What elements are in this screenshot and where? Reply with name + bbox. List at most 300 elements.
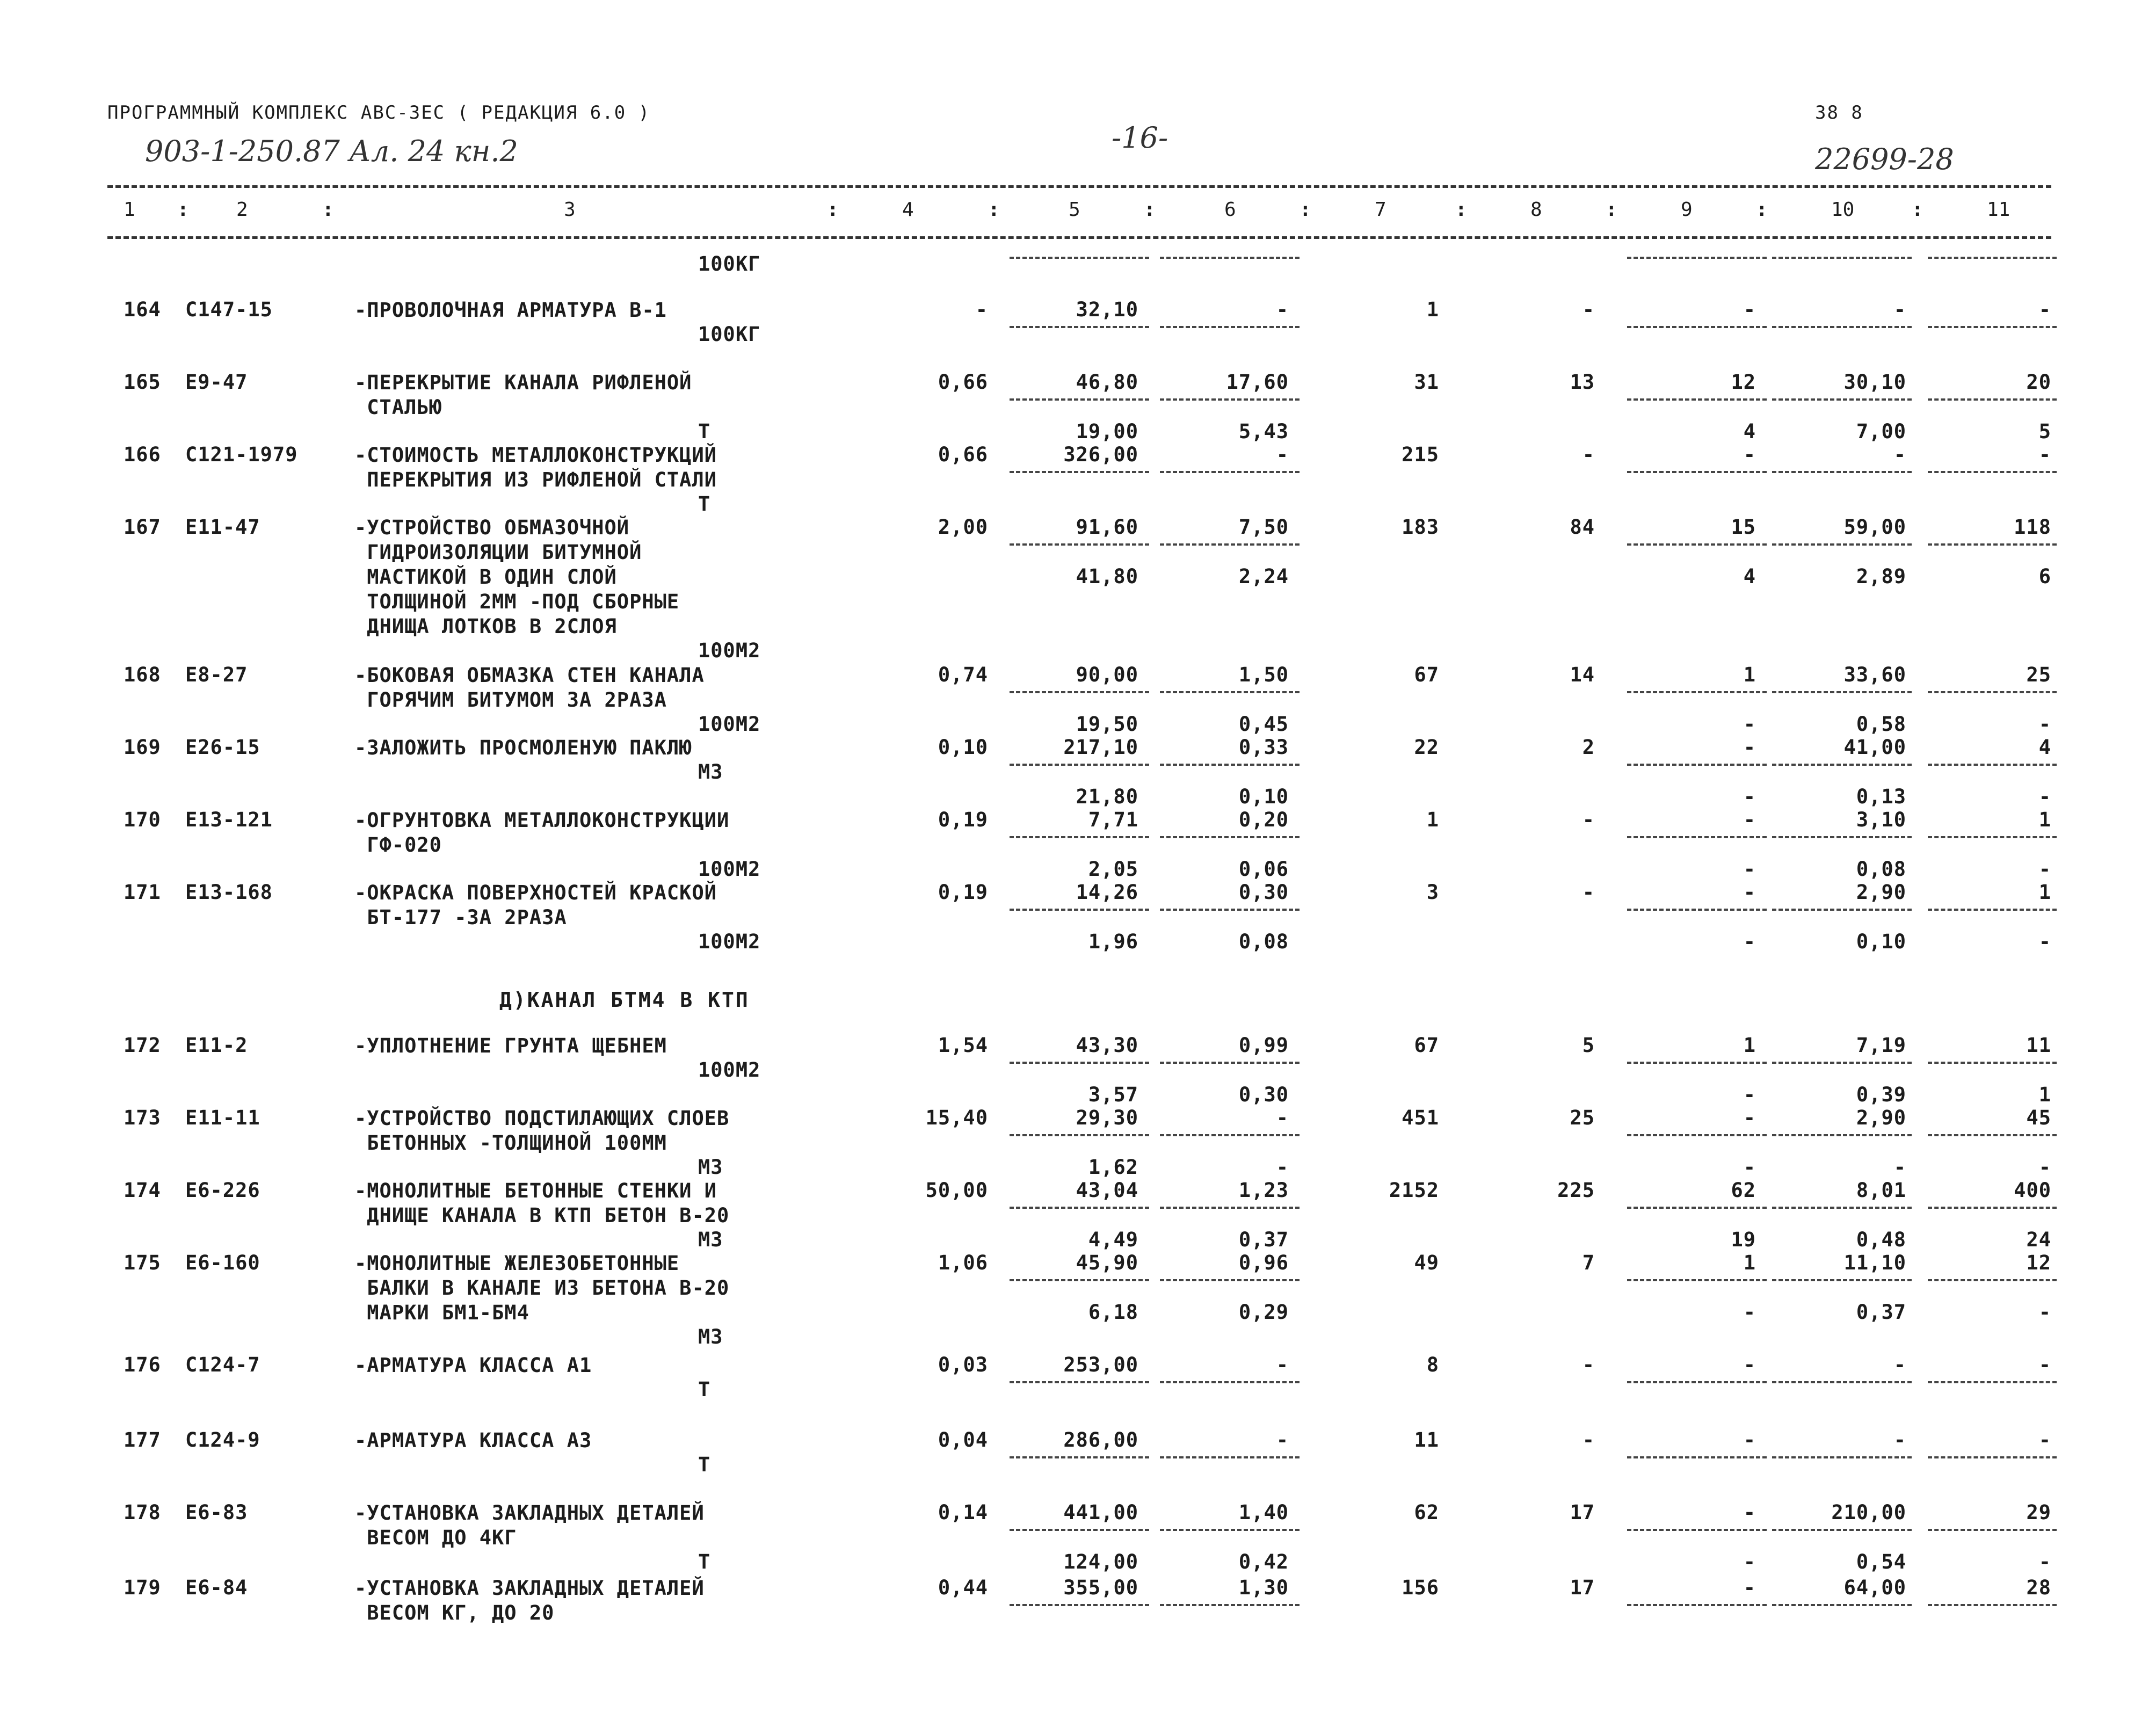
cell-divider <box>1160 257 1300 259</box>
cell-num: 177 <box>124 1428 161 1451</box>
cell-unit: 100КГ <box>698 252 761 275</box>
cell-c10: 30,10 <box>1843 371 1906 394</box>
cell-divider <box>1160 398 1300 401</box>
cell-c5b: 2,05 <box>1088 858 1138 881</box>
cell-divider <box>1627 398 1767 401</box>
cell-divider <box>1160 1279 1300 1281</box>
cell-c9b: - <box>1743 930 1756 953</box>
cell-c10b: 0,10 <box>1856 930 1906 953</box>
cell-divider <box>1627 1207 1767 1209</box>
cell-divider <box>1772 257 1912 259</box>
cell-unit: 100КГ <box>698 323 761 346</box>
column-separator: : <box>1756 199 1768 221</box>
cell-c11: 12 <box>2026 1251 2051 1274</box>
cell-divider <box>1928 691 2057 693</box>
cell-num: 171 <box>124 881 161 904</box>
cell-unit: Т <box>698 1378 711 1401</box>
cell-c6b: - <box>1276 1156 1289 1179</box>
cell-desc: -УСТАНОВКА ЗАКЛАДНЫХ ДЕТАЛЕЙ ВЕСОМ ДО 4КГ <box>354 1501 705 1549</box>
cell-c4: - <box>975 298 988 321</box>
cell-c7: 49 <box>1414 1251 1439 1274</box>
cell-c5: 45,90 <box>1076 1251 1138 1274</box>
cell-code: Е6-226 <box>185 1179 260 1202</box>
cell-c9b: - <box>1743 1301 1756 1324</box>
cell-code: Е11-11 <box>185 1106 260 1129</box>
cell-divider <box>1928 1062 2057 1064</box>
cell-c6b: 0,30 <box>1238 1083 1289 1106</box>
cell-divider <box>1627 1134 1767 1136</box>
cell-c5: 286,00 <box>1063 1428 1138 1451</box>
cell-c7: 156 <box>1402 1576 1439 1599</box>
cell-c7: 62 <box>1414 1501 1439 1524</box>
cell-c11: 4 <box>2038 736 2051 759</box>
column-header-5: 5 <box>1069 199 1080 221</box>
cell-c5b: 124,00 <box>1063 1550 1138 1573</box>
cell-c11: 29 <box>2026 1501 2051 1524</box>
cell-c4: 0,74 <box>938 663 988 686</box>
cell-c10: 33,60 <box>1843 663 1906 686</box>
section-title: Д)КАНАЛ БТМ4 В КТП <box>499 988 750 1012</box>
cell-c10b: 0,13 <box>1856 785 1906 808</box>
cell-c5b: 21,80 <box>1076 785 1138 808</box>
cell-c7: 67 <box>1414 1034 1439 1057</box>
cell-divider <box>1627 1456 1767 1458</box>
cell-c9b: - <box>1743 858 1756 881</box>
cell-code: Е11-2 <box>185 1034 248 1057</box>
cell-divider <box>1928 1279 2057 1281</box>
cell-desc: -АРМАТУРА КЛАССА А3 <box>354 1429 592 1452</box>
cell-c7: 11 <box>1414 1428 1439 1451</box>
cell-c9b: - <box>1743 713 1756 736</box>
cell-c8: 225 <box>1557 1179 1595 1202</box>
cell-divider <box>1010 1604 1149 1606</box>
cell-unit: 100М2 <box>698 713 761 736</box>
cell-divider <box>1010 1207 1149 1209</box>
cell-code: Е8-27 <box>185 663 248 686</box>
cell-unit: 100М2 <box>698 1058 761 1081</box>
cell-divider <box>1010 257 1149 259</box>
cell-c8: 25 <box>1570 1106 1595 1129</box>
cell-c10b: 0,39 <box>1856 1083 1906 1106</box>
cell-c8: 14 <box>1570 663 1595 686</box>
cell-c10: 64,00 <box>1843 1576 1906 1599</box>
cell-c11b: - <box>2038 1301 2051 1324</box>
cell-divider <box>1772 471 1912 473</box>
cell-code: Е9-47 <box>185 371 248 394</box>
cell-desc: -УПЛОТНЕНИЕ ГРУНТА ЩЕБНЕМ <box>354 1034 667 1057</box>
cell-c6b: 0,10 <box>1238 785 1289 808</box>
cell-divider <box>1627 543 1767 546</box>
cell-num: 167 <box>124 516 161 539</box>
cell-desc: -ПРОВОЛОЧНАЯ АРМАТУРА В-1 <box>354 299 667 322</box>
cell-c6: 7,50 <box>1238 516 1289 539</box>
cell-c6b: 0,08 <box>1238 930 1289 953</box>
cell-c7: 31 <box>1414 371 1439 394</box>
cell-c11b: - <box>2038 785 2051 808</box>
cell-c7: 215 <box>1402 443 1439 466</box>
cell-desc: -МОНОЛИТНЫЕ БЕТОННЫЕ СТЕНКИ И ДНИЩЕ КАНАЛА В КТП БЕТОН В-20 <box>354 1179 730 1227</box>
column-header-2: 2 <box>236 199 248 221</box>
cell-c10: - <box>1893 1428 1906 1451</box>
cell-c6b: 0,42 <box>1238 1550 1289 1573</box>
cell-c5b: 1,62 <box>1088 1156 1138 1179</box>
cell-divider <box>1772 398 1912 401</box>
cell-c7: 67 <box>1414 663 1439 686</box>
cell-c6: - <box>1276 1106 1289 1129</box>
column-header-1: 1 <box>124 199 135 221</box>
cell-divider <box>1627 691 1767 693</box>
cell-num: 169 <box>124 736 161 759</box>
cell-c5: 253,00 <box>1063 1353 1138 1376</box>
cell-c9: - <box>1743 808 1756 831</box>
cell-c10: - <box>1893 298 1906 321</box>
cell-divider <box>1160 836 1300 838</box>
cell-c4: 0,66 <box>938 371 988 394</box>
cell-c9: - <box>1743 1428 1756 1451</box>
cell-divider <box>1928 398 2057 401</box>
cell-c8: - <box>1582 808 1595 831</box>
cell-c10b: 0,54 <box>1856 1550 1906 1573</box>
cell-desc: -ОКРАСКА ПОВЕРХНОСТЕЙ КРАСКОЙ БТ-177 -ЗА 2РАЗА <box>354 881 717 929</box>
cell-desc: -АРМАТУРА КЛАССА А1 <box>354 1354 592 1377</box>
cell-divider <box>1010 398 1149 401</box>
cell-c5: 32,10 <box>1076 298 1138 321</box>
column-separator: : <box>1300 199 1311 221</box>
cell-divider <box>1160 1134 1300 1136</box>
cell-c4: 50,00 <box>925 1179 988 1202</box>
cell-unit: 100М2 <box>698 858 761 881</box>
cell-c5: 91,60 <box>1076 516 1138 539</box>
cell-c6b: 0,29 <box>1238 1301 1289 1324</box>
header-rule <box>107 236 2051 239</box>
cell-unit: Т <box>698 1550 711 1573</box>
cell-c6: 0,30 <box>1238 881 1289 904</box>
cell-c6: - <box>1276 298 1289 321</box>
cell-c10: 41,00 <box>1843 736 1906 759</box>
cell-c9: - <box>1743 1353 1756 1376</box>
column-separator: : <box>1455 199 1467 221</box>
cell-divider <box>1010 1381 1149 1383</box>
cell-divider <box>1160 543 1300 546</box>
cell-code: Е13-168 <box>185 881 273 904</box>
cell-divider <box>1772 1134 1912 1136</box>
cell-c9b: - <box>1743 1083 1756 1106</box>
cell-c10: 8,01 <box>1856 1179 1906 1202</box>
cell-c9b: 4 <box>1743 565 1756 588</box>
cell-c6b: 5,43 <box>1238 420 1289 443</box>
cell-unit: М3 <box>698 1228 723 1251</box>
cell-c8: 17 <box>1570 1576 1595 1599</box>
cell-desc: -УСТРОЙСТВО ПОДСТИЛАЮЩИХ СЛОЕВ БЕТОННЫХ -ТОЛЩИНОЙ 100ММ <box>354 1107 730 1155</box>
cell-c9: - <box>1743 298 1756 321</box>
cell-code: С121-1979 <box>185 443 298 466</box>
cell-c4: 0,19 <box>938 881 988 904</box>
cell-divider <box>1160 1381 1300 1383</box>
cell-divider <box>1160 471 1300 473</box>
cell-c5: 29,30 <box>1076 1106 1138 1129</box>
top-rule <box>107 185 2051 188</box>
cell-divider <box>1627 836 1767 838</box>
cell-divider <box>1928 836 2057 838</box>
cell-c5b: 6,18 <box>1088 1301 1138 1324</box>
cell-code: Е26-15 <box>185 736 260 759</box>
cell-desc: -ЗАЛОЖИТЬ ПРОСМОЛЕНУЮ ПАКЛЮ <box>354 736 692 759</box>
cell-c10b: - <box>1893 1156 1906 1179</box>
cell-divider <box>1928 1456 2057 1458</box>
cell-c6: 17,60 <box>1226 371 1289 394</box>
cell-c9b: - <box>1743 1550 1756 1573</box>
cell-c11b: - <box>2038 1156 2051 1179</box>
cell-c9: 12 <box>1731 371 1756 394</box>
cell-num: 173 <box>124 1106 161 1129</box>
cell-divider <box>1627 909 1767 911</box>
cell-c9: - <box>1743 443 1756 466</box>
cell-c11b: - <box>2038 1550 2051 1573</box>
cell-c8: 17 <box>1570 1501 1595 1524</box>
cell-c10: 3,10 <box>1856 808 1906 831</box>
cell-c5b: 3,57 <box>1088 1083 1138 1106</box>
cell-divider <box>1160 909 1300 911</box>
cell-unit: М3 <box>698 1156 723 1179</box>
cell-desc: -БОКОВАЯ ОБМАЗКА СТЕН КАНАЛА ГОРЯЧИМ БИТУМОМ ЗА 2РАЗА <box>354 664 705 712</box>
cell-unit: Т <box>698 420 711 443</box>
cell-divider <box>1772 836 1912 838</box>
cell-divider <box>1928 1604 2057 1606</box>
cell-c9: - <box>1743 881 1756 904</box>
cell-c10: 2,90 <box>1856 881 1906 904</box>
column-header-11: 11 <box>1987 199 2010 221</box>
cell-c11b: - <box>2038 713 2051 736</box>
cell-c10: 11,10 <box>1843 1251 1906 1274</box>
cell-divider <box>1928 326 2057 328</box>
cell-code: Е11-47 <box>185 516 260 539</box>
cell-c4: 2,00 <box>938 516 988 539</box>
cell-divider <box>1772 1529 1912 1531</box>
cell-c11b: 24 <box>2026 1228 2051 1251</box>
cell-divider <box>1772 691 1912 693</box>
cell-num: 176 <box>124 1353 161 1376</box>
cell-code: С147-15 <box>185 298 273 321</box>
cell-c4: 0,44 <box>938 1576 988 1599</box>
cell-c7: 2152 <box>1389 1179 1439 1202</box>
cell-divider <box>1010 691 1149 693</box>
cell-c9: - <box>1743 736 1756 759</box>
cell-divider <box>1928 543 2057 546</box>
cell-unit: М3 <box>698 1325 723 1348</box>
cell-c5b: 19,50 <box>1076 713 1138 736</box>
cell-c8: - <box>1582 881 1595 904</box>
cell-c5b: 41,80 <box>1076 565 1138 588</box>
cell-c6: 1,50 <box>1238 663 1289 686</box>
cell-unit: М3 <box>698 760 723 783</box>
cell-c11: 45 <box>2026 1106 2051 1129</box>
cell-c8: 7 <box>1582 1251 1595 1274</box>
cell-num: 164 <box>124 298 161 321</box>
cell-code: С124-9 <box>185 1428 260 1451</box>
cell-c6: 0,33 <box>1238 736 1289 759</box>
cell-c9: 1 <box>1743 1034 1756 1057</box>
cell-c11: - <box>2038 443 2051 466</box>
cell-unit: 100М2 <box>698 639 761 662</box>
cell-divider <box>1627 1381 1767 1383</box>
column-header-10: 10 <box>1831 199 1855 221</box>
cell-divider <box>1928 1381 2057 1383</box>
cell-c9b: 4 <box>1743 420 1756 443</box>
cell-c11: 20 <box>2026 371 2051 394</box>
cell-c10b: 0,08 <box>1856 858 1906 881</box>
cell-divider <box>1160 1207 1300 1209</box>
cell-c11b: - <box>2038 930 2051 953</box>
cell-c4: 0,03 <box>938 1353 988 1376</box>
column-header-3: 3 <box>564 199 576 221</box>
cell-c10: - <box>1893 1353 1906 1376</box>
column-separator: : <box>827 199 839 221</box>
cell-divider <box>1010 1279 1149 1281</box>
cell-code: Е6-84 <box>185 1576 248 1599</box>
cell-divider <box>1627 1062 1767 1064</box>
cell-divider <box>1772 1381 1912 1383</box>
cell-c10b: 0,37 <box>1856 1301 1906 1324</box>
cell-num: 178 <box>124 1501 161 1524</box>
cell-divider <box>1627 1279 1767 1281</box>
cell-code: С124-7 <box>185 1353 260 1376</box>
cell-num: 166 <box>124 443 161 466</box>
cell-divider <box>1010 909 1149 911</box>
cell-num: 174 <box>124 1179 161 1202</box>
cell-c11b: 1 <box>2038 1083 2051 1106</box>
cell-c5: 43,30 <box>1076 1034 1138 1057</box>
cell-divider <box>1010 836 1149 838</box>
column-header-8: 8 <box>1530 199 1542 221</box>
cell-divider <box>1010 543 1149 546</box>
cell-c7: 1 <box>1426 298 1439 321</box>
cell-c10b: 2,89 <box>1856 565 1906 588</box>
cell-c8: 2 <box>1582 736 1595 759</box>
cell-c6: 1,30 <box>1238 1576 1289 1599</box>
cell-c9: - <box>1743 1106 1756 1129</box>
cell-c4: 0,19 <box>938 808 988 831</box>
cell-c8: - <box>1582 1353 1595 1376</box>
column-header-9: 9 <box>1681 199 1693 221</box>
cell-unit: Т <box>698 1453 711 1476</box>
cell-divider <box>1010 1529 1149 1531</box>
cell-c8: - <box>1582 1428 1595 1451</box>
cell-unit: 100М2 <box>698 930 761 953</box>
cell-c11: 400 <box>2014 1179 2051 1202</box>
cell-c9: - <box>1743 1501 1756 1524</box>
cell-c5: 14,26 <box>1076 881 1138 904</box>
cell-divider <box>1010 1134 1149 1136</box>
cell-c10: 7,19 <box>1856 1034 1906 1057</box>
cell-c6: - <box>1276 1353 1289 1376</box>
cell-c5: 326,00 <box>1063 443 1138 466</box>
cell-desc: -ПЕРЕКРЫТИЕ КАНАЛА РИФЛЕНОЙ СТАЛЬЮ <box>354 371 692 419</box>
cell-divider <box>1010 1456 1149 1458</box>
cell-divider <box>1928 1134 2057 1136</box>
cell-divider <box>1928 1207 2057 1209</box>
cell-desc: -УСТРОЙСТВО ОБМАЗОЧНОЙ ГИДРОИЗОЛЯЦИИ БИТУМНОЙ МАСТИКОЙ В ОДИН СЛОЙ ТОЛЩИНОЙ 2ММ -ПОД СБОРНЫЕ ДНИЩА ЛОТКОВ В 2СЛОЯ <box>354 516 680 638</box>
cell-divider <box>1627 1604 1767 1606</box>
cell-num: 165 <box>124 371 161 394</box>
cell-c9: 15 <box>1731 516 1756 539</box>
cell-divider <box>1627 1529 1767 1531</box>
cell-c4: 0,10 <box>938 736 988 759</box>
cell-divider <box>1160 1604 1300 1606</box>
cell-num: 172 <box>124 1034 161 1057</box>
cell-divider <box>1772 1279 1912 1281</box>
cell-divider <box>1627 471 1767 473</box>
cell-c11: - <box>2038 298 2051 321</box>
cell-c4: 15,40 <box>925 1106 988 1129</box>
cell-divider <box>1010 1062 1149 1064</box>
cell-code: Е13-121 <box>185 808 273 831</box>
cell-c5: 217,10 <box>1063 736 1138 759</box>
cell-divider <box>1010 326 1149 328</box>
cell-divider <box>1928 257 2057 259</box>
cell-c5b: 19,00 <box>1076 420 1138 443</box>
cell-c4: 0,04 <box>938 1428 988 1451</box>
column-separator: : <box>1606 199 1617 221</box>
cell-num: 175 <box>124 1251 161 1274</box>
cell-divider <box>1772 764 1912 766</box>
cell-c11b: 5 <box>2038 420 2051 443</box>
cell-c10: 210,00 <box>1831 1501 1906 1524</box>
cell-divider <box>1772 1062 1912 1064</box>
cell-unit: Т <box>698 492 711 516</box>
cell-c9b: - <box>1743 785 1756 808</box>
column-separator: : <box>988 199 1000 221</box>
cell-c6b: 0,45 <box>1238 713 1289 736</box>
cell-c5b: 4,49 <box>1088 1228 1138 1251</box>
handwritten-reference: 903-1-250.87 Ал. 24 кн.2 <box>145 134 518 168</box>
column-separator: : <box>1912 199 1923 221</box>
document-number: 22699-28 <box>1815 142 1954 176</box>
cell-c7: 1 <box>1426 808 1439 831</box>
column-header-row <box>0 199 2156 231</box>
cell-c6: - <box>1276 443 1289 466</box>
cell-c8: 13 <box>1570 371 1595 394</box>
cell-c9b: 19 <box>1731 1228 1756 1251</box>
cell-divider <box>1160 1456 1300 1458</box>
cell-c8: 5 <box>1582 1034 1595 1057</box>
column-header-7: 7 <box>1375 199 1386 221</box>
cell-desc: -СТОИМОСТЬ МЕТАЛЛОКОНСТРУКЦИЙ ПЕРЕКРЫТИЯ ИЗ РИФЛЕНОЙ СТАЛИ <box>354 444 717 491</box>
cell-divider <box>1772 909 1912 911</box>
cell-code: Е6-83 <box>185 1501 248 1524</box>
cell-divider <box>1627 257 1767 259</box>
cell-c5: 43,04 <box>1076 1179 1138 1202</box>
cell-c5: 90,00 <box>1076 663 1138 686</box>
cell-desc: -МОНОЛИТНЫЕ ЖЕЛЕЗОБЕТОННЫЕ БАЛКИ В КАНАЛЕ ИЗ БЕТОНА В-20 МАРКИ БМ1-БМ4 <box>354 1252 730 1324</box>
cell-c11: 25 <box>2026 663 2051 686</box>
cell-c9: - <box>1743 1576 1756 1599</box>
cell-divider <box>1627 764 1767 766</box>
cell-c11: 1 <box>2038 808 2051 831</box>
cell-num: 170 <box>124 808 161 831</box>
cell-c6: 0,96 <box>1238 1251 1289 1274</box>
cell-c11: - <box>2038 1428 2051 1451</box>
cell-c11: - <box>2038 1353 2051 1376</box>
cell-c6b: 0,37 <box>1238 1228 1289 1251</box>
cell-c7: 183 <box>1402 516 1439 539</box>
cell-c6: 0,20 <box>1238 808 1289 831</box>
cell-c10b: 0,48 <box>1856 1228 1906 1251</box>
cell-c8: - <box>1582 298 1595 321</box>
cell-code: Е6-160 <box>185 1251 260 1274</box>
program-header: ПРОГРАММНЫЙ КОМПЛЕКС АВС-3ЕС ( РЕДАКЦИЯ 6.0 ) <box>107 102 651 124</box>
cell-desc: -УСТАНОВКА ЗАКЛАДНЫХ ДЕТАЛЕЙ ВЕСОМ КГ, ДО 20 <box>354 1577 705 1624</box>
cell-c5: 46,80 <box>1076 371 1138 394</box>
